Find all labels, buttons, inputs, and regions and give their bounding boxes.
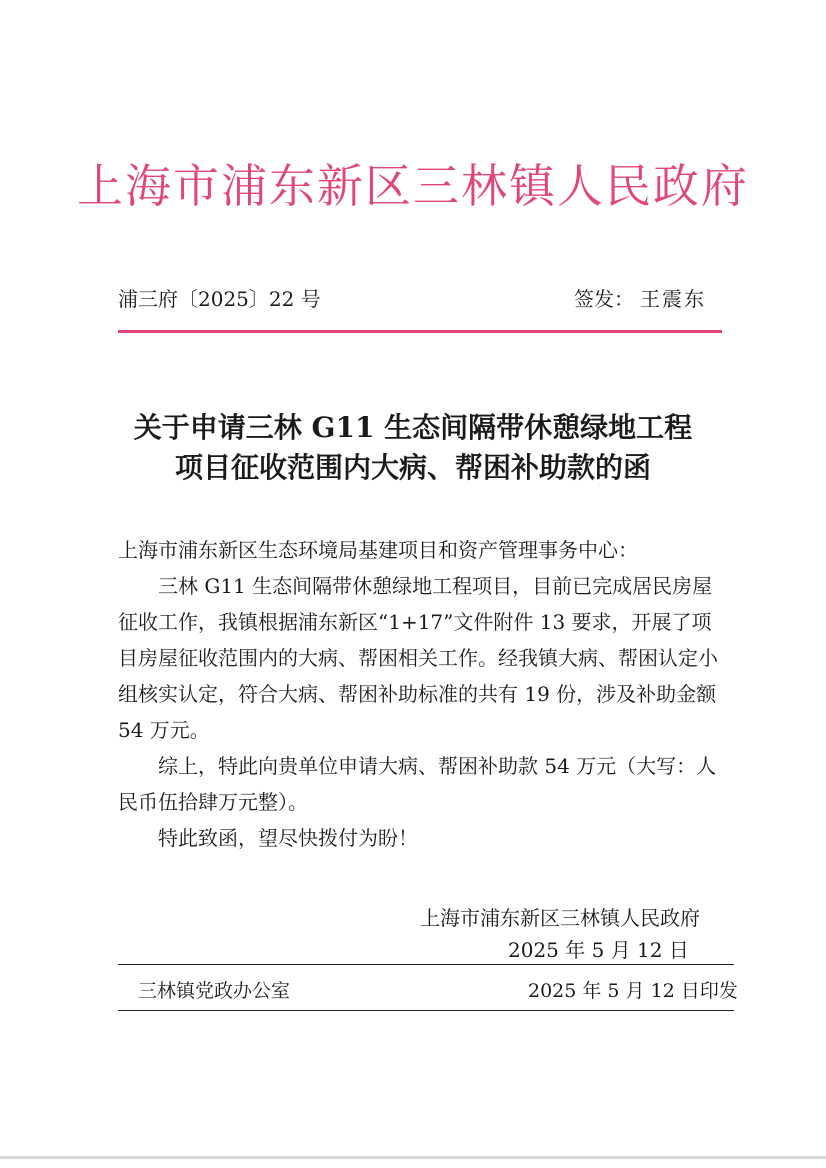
signer-name: 王震东 [640,287,706,311]
signature-date: 2025 年 5 月 12 日 [508,938,689,962]
document-number: 浦三府〔2025〕22 号 [118,287,321,311]
signature-org: 上海市浦东新区三林镇人民政府 [420,906,700,930]
footer-office: 三林镇党政办公室 [138,980,291,1002]
footer-print-date: 2025 年 5 月 12 日印发 [528,980,738,1002]
recipient: 上海市浦东新区生态环境局基建项目和资产管理事务中心： [118,538,638,562]
document-title-line-2: 项目征收范围内大病、帮困补助款的函 [174,451,651,484]
footer-bottom-rule [118,1010,734,1011]
scan-edge [0,1156,826,1159]
red-divider [118,330,722,333]
document-title-line-1: 关于申请三林 G11 生态间隔带休憩绿地工程 [133,411,693,444]
body-paragraph: 特此致函，望尽快拨付为盼！ [158,826,418,850]
signer-label: 签发： [574,287,634,311]
footer-top-rule [118,964,734,965]
body-paragraph: 综上，特此向贵单位申请大病、帮困补助款 54 万元（大写：人民币伍拾肆万元整）。 [118,754,717,814]
document-body [118,532,722,856]
issuing-org-title: 上海市浦东新区三林镇人民政府 [77,159,749,213]
body-paragraph: 三林 G11 生态间隔带休憩绿地工程项目，目前已完成居民房屋征收工作，我镇根据浦东新区“1+17”文件附件 13 要求，开展了项目房屋征收范围内的大病、帮困相关工作。经我镇大病、帮困认定小组核实认定，符合大病、帮困补助标准的共有 19 份，涉及补助金额 54 万元。 [118,574,718,742]
document-title [0,408,826,488]
